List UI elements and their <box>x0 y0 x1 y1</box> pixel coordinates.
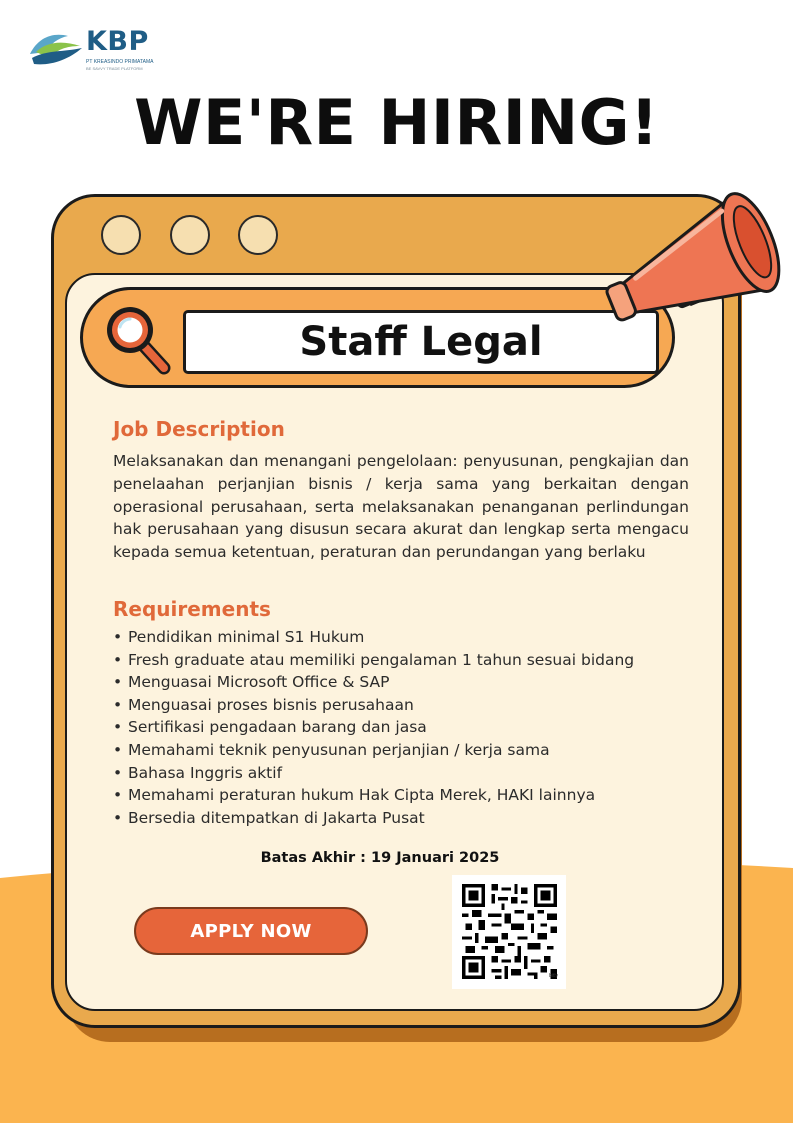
window-dot-2 <box>170 215 210 255</box>
application-deadline: Batas Akhir : 19 Januari 2025 <box>260 850 500 866</box>
company-logo <box>28 26 168 76</box>
logo-tagline: BE SAVVY TRADE PLATFORM <box>86 66 143 71</box>
list-item: • Menguasai Microsoft Office & SAP <box>113 671 703 694</box>
qr-code[interactable] <box>452 875 566 989</box>
qr-shortlink-tag: bitly <box>549 973 558 979</box>
apply-now-label: APPLY NOW <box>190 920 312 942</box>
megaphone-icon <box>595 175 793 355</box>
list-item: • Bahasa Inggris aktif <box>113 762 703 785</box>
job-title: Staff Legal <box>299 319 543 365</box>
list-item: • Memahami teknik penyusunan perjanjian / kerja sama <box>113 739 703 762</box>
qr-code-icon <box>462 884 557 979</box>
list-item: • Memahami peraturan hukum Hak Cipta Merek, HAKI lainnya <box>113 784 703 807</box>
list-item: • Pendidikan minimal S1 Hukum <box>113 626 703 649</box>
page-headline: WE'RE HIRING! <box>134 86 659 159</box>
logo-wordmark: KBP <box>86 26 149 57</box>
search-icon <box>100 300 176 380</box>
window-dot-1 <box>101 215 141 255</box>
kbp-logo-icon <box>28 28 84 70</box>
list-item: • Menguasai proses bisnis perusahaan <box>113 694 703 717</box>
window-dot-3 <box>238 215 278 255</box>
job-description-heading: Job Description <box>113 417 285 441</box>
job-title-box <box>183 310 659 374</box>
apply-now-button[interactable] <box>134 907 368 955</box>
logo-company-name: PT KREASINDO PRIMATAMA <box>86 59 154 65</box>
requirements-list <box>113 626 703 829</box>
list-item: • Fresh graduate atau memiliki pengalaman 1 tahun sesuai bidang <box>113 649 703 672</box>
list-item: • Bersedia ditempatkan di Jakarta Pusat <box>113 807 703 830</box>
list-item: • Sertifikasi pengadaan barang dan jasa <box>113 716 703 739</box>
requirements-heading: Requirements <box>113 597 271 621</box>
job-description-text: Melaksanakan dan menangani pengelolaan: penyusunan, pengkajian dan penelaahan perjanjian bisnis / kerja sama yang berkaitan dengan operasional perusahaan, serta melaksanakan penanganan perlindungan hak perusahaan yang disusun secara akurat dan lengkap serta mengacu kepada semua ketentuan, peraturan dan perundangan yang berlaku <box>113 452 689 562</box>
